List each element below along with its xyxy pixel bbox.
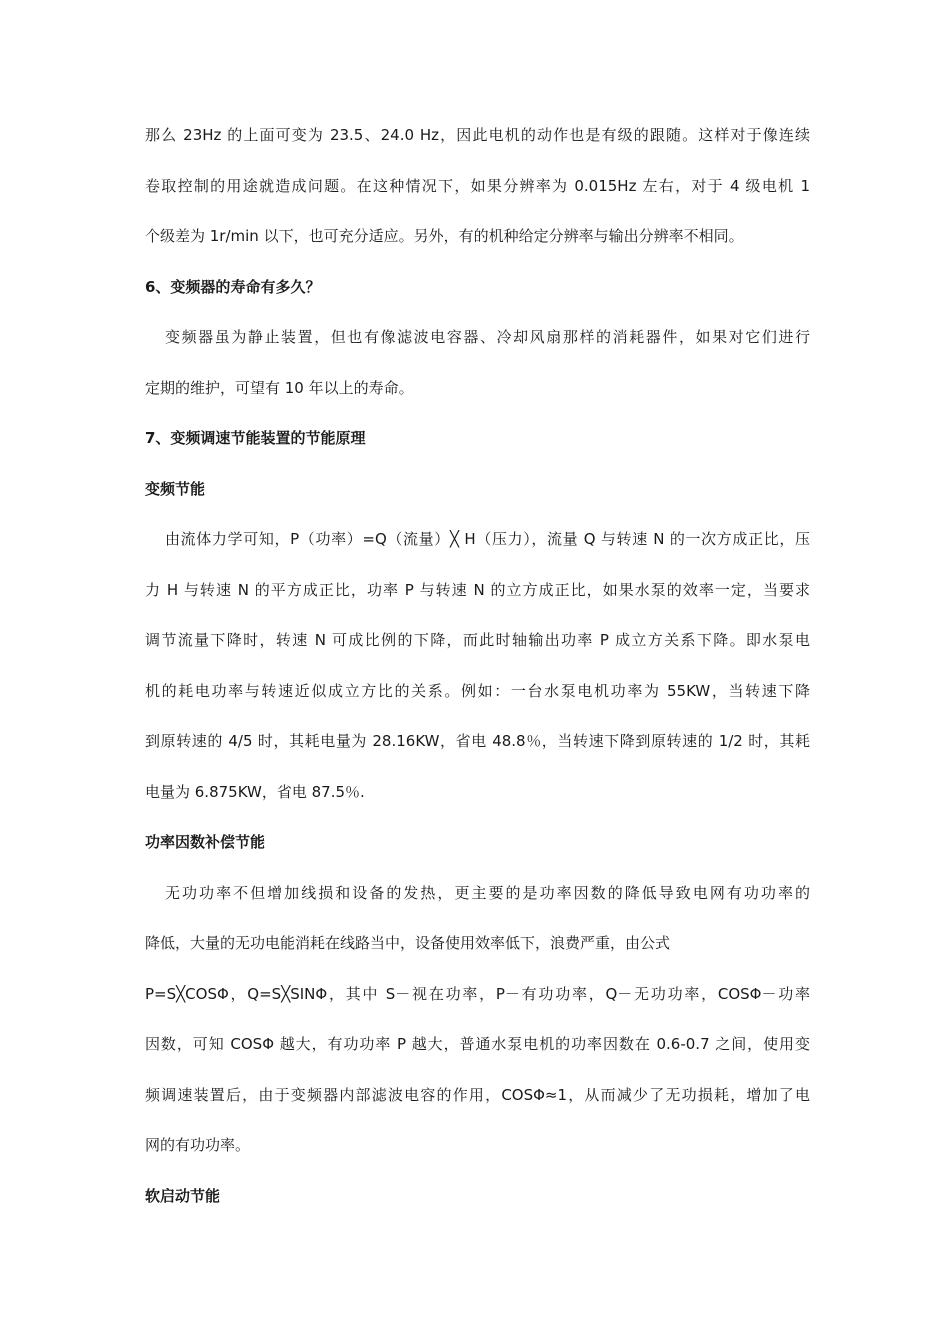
paragraph-line: 那么 23Hz 的上面可变为 23.5、24.0 Hz，因此电机的动作也是有级的跟随。这样对于像连续 [145, 126, 810, 144]
subheading-vf-saving: 变频节能 [145, 479, 206, 498]
paragraph-line: P=S╳COSΦ，Q=S╳SINΦ，其中 S－视在功率，P－有功功率，Q－无功功率，COSΦ－功率 [145, 984, 810, 1003]
section-heading-6: 6、变频器的寿命有多久？ [145, 277, 321, 296]
subheading-power-factor: 功率因数补偿节能 [145, 833, 266, 851]
paragraph-line: 由流体力学可知，P（功率）=Q（流量）╳ H（压力），流量 Q 与转速 N 的一次方成正比，压 [165, 530, 810, 548]
document-body [145, 118, 810, 1229]
paragraph-line: 因数，可知 COSΦ 越大，有功功率 P 越大，普通水泵电机的功率因数在 0.6-0.7 之间，使用变 [145, 1035, 810, 1053]
subheading-soft-start: 软启动节能 [145, 1186, 221, 1205]
paragraph-line: 调节流量下降时，转速 N 可成比例的下降，而此时轴输出功率 P 成立方关系下降。即水泵电 [145, 631, 810, 649]
section-heading-7: 7、变频调速节能装置的节能原理 [145, 429, 366, 447]
paragraph-line: 定期的维护，可望有 10 年以上的寿命。 [145, 378, 414, 397]
paragraph-line: 电量为 6.875KW，省电 87.5％. [145, 782, 365, 801]
paragraph-line: 个级差为 1r/min 以下，也可充分适应。另外，有的机种给定分辨率与输出分辨率不相同。 [145, 227, 744, 245]
paragraph-line: 卷取控制的用途就造成问题。在这种情况下，如果分辨率为 0.015Hz 左右，对于 4 级电机 1 [145, 176, 810, 195]
paragraph-line: 机的耗电功率与转速近似成立方比的关系。例如：一台水泵电机功率为 55KW，当转速下降 [145, 681, 810, 700]
paragraph-line: 频调速装置后，由于变频器内部滤波电容的作用，COSΦ≈1，从而减少了无功损耗，增加了电 [145, 1085, 810, 1104]
paragraph-line: 到原转速的 4/5 时，其耗电量为 28.16KW，省电 48.8％，当转速下降到原转速的 1/2 时，其耗 [145, 732, 810, 750]
paragraph-line: 网的有功功率。 [145, 1136, 251, 1154]
paragraph-line: 变频器虽为静止装置，但也有像滤波电容器、冷却风扇那样的消耗器件，如果对它们进行 [165, 328, 810, 346]
paragraph-line: 降低，大量的无功电能消耗在线路当中，设备使用效率低下，浪费严重，由公式 [145, 934, 671, 952]
paragraph-line: 无功功率不但增加线损和设备的发热，更主要的是功率因数的降低导致电网有功功率的 [165, 883, 810, 902]
paragraph-line: 力 H 与转速 N 的平方成正比，功率 P 与转速 N 的立方成正比，如果水泵的效率一定，当要求 [145, 580, 810, 599]
